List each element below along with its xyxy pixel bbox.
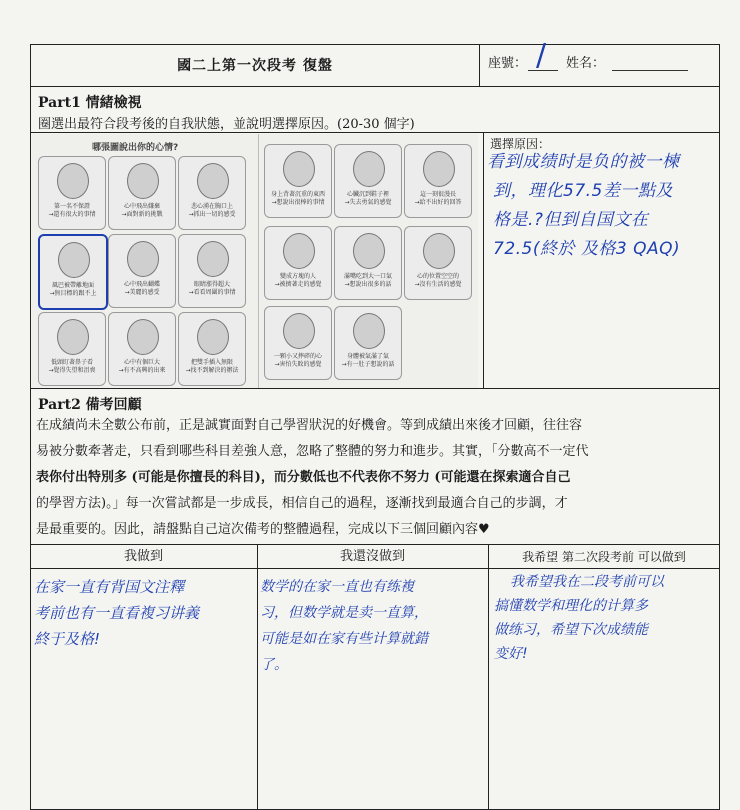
emotion-option[interactable] — [334, 144, 402, 218]
reason-answer[interactable] — [487, 148, 717, 264]
emotion-caption: 心的位置空空的 →沒有生活的感覺 — [414, 273, 462, 288]
answer-done[interactable] — [34, 574, 256, 652]
answer-line: 了。 — [260, 657, 288, 673]
seat-number-field[interactable]: / — [536, 38, 547, 73]
emotion-illustration — [283, 151, 315, 187]
answer-line: 可能是如在家有些计算就錯 — [260, 631, 428, 647]
paragraph-line: 的學習方法)。」每一次嘗試都是一步成長，相信自己的過程，逐漸找到最適合自己的步調，才 — [36, 496, 568, 511]
emotion-illustration — [353, 151, 385, 187]
emotion-caption: 低頭盯著鼻子看 →覺得失望和沮喪 — [48, 359, 96, 374]
seat-label: 座號： — [488, 56, 528, 71]
part2-heading: Part2 備考回顧 — [38, 397, 142, 413]
emotion-caption: 心中飛出嫌棄 →面對新的挑戰 — [121, 203, 163, 218]
divider-part2 — [30, 388, 720, 389]
reason-line: 看到成绩时是负的被一楝 — [487, 152, 680, 172]
answer-not-done[interactable] — [260, 574, 486, 678]
answer-line: 在家一直有背国文注釋 — [34, 578, 185, 596]
emotion-option[interactable] — [38, 312, 106, 386]
emotion-option[interactable] — [178, 234, 246, 308]
paragraph-line: 表你付出特別多 (可能是你擅長的科目)，而分數低也不代表你不努力 (可能還在探索適合自己 — [36, 470, 571, 485]
emotion-illustration — [127, 319, 159, 355]
emotion-illustration — [197, 163, 229, 199]
divider-header — [30, 86, 720, 87]
emotion-illustration — [127, 241, 159, 277]
paragraph-line: 易被分數牽著走，只看到哪些科目差強人意，忽略了整體的努力和進步。其實，「分數高不一定代 — [36, 444, 589, 459]
emotion-illustration — [423, 233, 455, 269]
emotion-option[interactable] — [178, 156, 246, 230]
paragraph-line: 在成績尚未全數公布前，正是誠實面對自己學習狀況的好機會。等到成績出來後才回顧，往往容 — [36, 418, 583, 433]
emotion-option[interactable] — [108, 312, 176, 386]
emotion-option[interactable] — [264, 144, 332, 218]
answer-line: 数学的在家一直也有练複 — [260, 579, 414, 595]
column-divider-1 — [257, 544, 258, 810]
emotion-illustration — [353, 233, 385, 269]
emotion-option[interactable] — [334, 306, 402, 380]
emotion-option[interactable] — [264, 306, 332, 380]
chart-divider — [258, 134, 259, 388]
emotion-illustration — [283, 313, 315, 349]
reason-line: 到，理化57.5差一點及 — [493, 181, 673, 201]
emotion-caption: 心中有個巨大 →有不高興的出來 — [118, 359, 166, 374]
emotion-option[interactable] — [404, 144, 472, 218]
emotion-illustration — [127, 163, 159, 199]
answer-line: 做练习，希望下次成绩能 — [494, 622, 648, 638]
divider-table-header — [30, 568, 720, 569]
part1-heading: Part1 情緒檢視 — [38, 95, 142, 111]
emotion-illustration — [353, 313, 385, 349]
emotion-option[interactable] — [108, 234, 176, 308]
emotion-caption: 第一名不保證 →還有很大的事情 — [48, 203, 96, 218]
emotion-illustration — [283, 233, 315, 269]
part2-paragraph — [36, 413, 720, 543]
answer-line: 我希望我在二段考前可以 — [510, 574, 664, 590]
emotion-option[interactable] — [404, 226, 472, 300]
emotion-caption: 心臟沉到鞋子裡 →失去勇氣的感覺 — [344, 191, 392, 206]
emotion-caption: 心中飛出蝴蝶 →美麗的感受 — [123, 281, 160, 296]
emotion-caption: 滿嘴吃到大一口氣 →想說出很多的話 — [343, 273, 392, 288]
emotion-option[interactable] — [38, 234, 108, 310]
emotion-illustration — [57, 319, 89, 355]
column-header-done: 我做到 — [123, 549, 163, 564]
emotion-caption: 風巴被帶離地面 →無目標的跟不上 — [49, 282, 97, 297]
emotion-illustration — [197, 241, 229, 277]
answer-hope[interactable] — [494, 570, 718, 666]
emotion-caption: 把雙手插入無限 →找不到解決的辦法 — [185, 359, 239, 374]
answer-line: 終于及格! — [34, 630, 101, 648]
part1-divider — [483, 132, 484, 388]
emotion-option[interactable] — [38, 156, 106, 230]
emotion-option[interactable] — [334, 226, 402, 300]
name-underline — [612, 70, 688, 71]
reason-label: 選擇原因： — [490, 137, 551, 151]
emotion-illustration — [57, 163, 89, 199]
column-header-hope: 我希望 第二次段考前 可以做到 — [522, 550, 686, 564]
emotion-chart-title: 哪張圖說出你的心情? — [92, 143, 179, 153]
emotion-illustration — [423, 151, 455, 187]
emotion-illustration — [197, 319, 229, 355]
emotion-caption: 這一刻很漫長 →給不出好的回答 — [414, 191, 462, 206]
worksheet-title: 國二上第一次段考 復盤 — [177, 58, 333, 74]
emotion-caption: 悲心湧在胸口上 →抓出一切的感受 — [188, 203, 236, 218]
emotion-caption: 一顆小又摔碎的心 →害怕失敗的感覺 — [273, 353, 322, 368]
answer-line: 变好! — [494, 646, 528, 662]
emotion-caption: 身上背著沉重的東西 →想說出很棒的事情 — [270, 191, 325, 206]
divider-table-top — [30, 544, 720, 545]
answer-line: 搞懂数学和理化的计算多 — [494, 598, 648, 614]
seat-underline — [528, 70, 558, 71]
name-label: 姓名： — [566, 56, 606, 71]
emotion-option[interactable] — [108, 156, 176, 230]
header-divider — [479, 44, 480, 86]
reason-line: 72.5(終於 及格3 QAQ) — [493, 239, 681, 259]
divider-part1 — [30, 132, 720, 133]
emotion-option[interactable] — [178, 312, 246, 386]
emotion-option[interactable] — [264, 226, 332, 300]
answer-line: 考前也有一直看複习讲義 — [34, 604, 200, 622]
answer-line: 习，但数学就是卖一直算， — [260, 605, 428, 621]
emotion-caption: 變成方塊的人 →被擠著走的感覺 — [274, 273, 322, 288]
emotion-caption: 眼睛漲得超大 →看看周圍的事情 — [188, 281, 236, 296]
part1-instruction: 圈選出最符合段考後的自我狀態，並說明選擇原因。(20-30 個字) — [38, 117, 415, 132]
emotion-illustration — [58, 242, 90, 278]
column-header-not-done: 我還沒做到 — [339, 549, 405, 564]
paragraph-line: 是最重要的。因此，請盤點自己這次備考的整體過程，完成以下三個回顧內容♥ — [36, 522, 490, 537]
reason-line: 格是.?但到自国文在 — [493, 210, 649, 230]
emotion-chart — [32, 134, 478, 388]
column-divider-2 — [488, 544, 489, 810]
emotion-caption: 身體被氣滿了氣 →有一肚子想說的話 — [341, 353, 395, 368]
